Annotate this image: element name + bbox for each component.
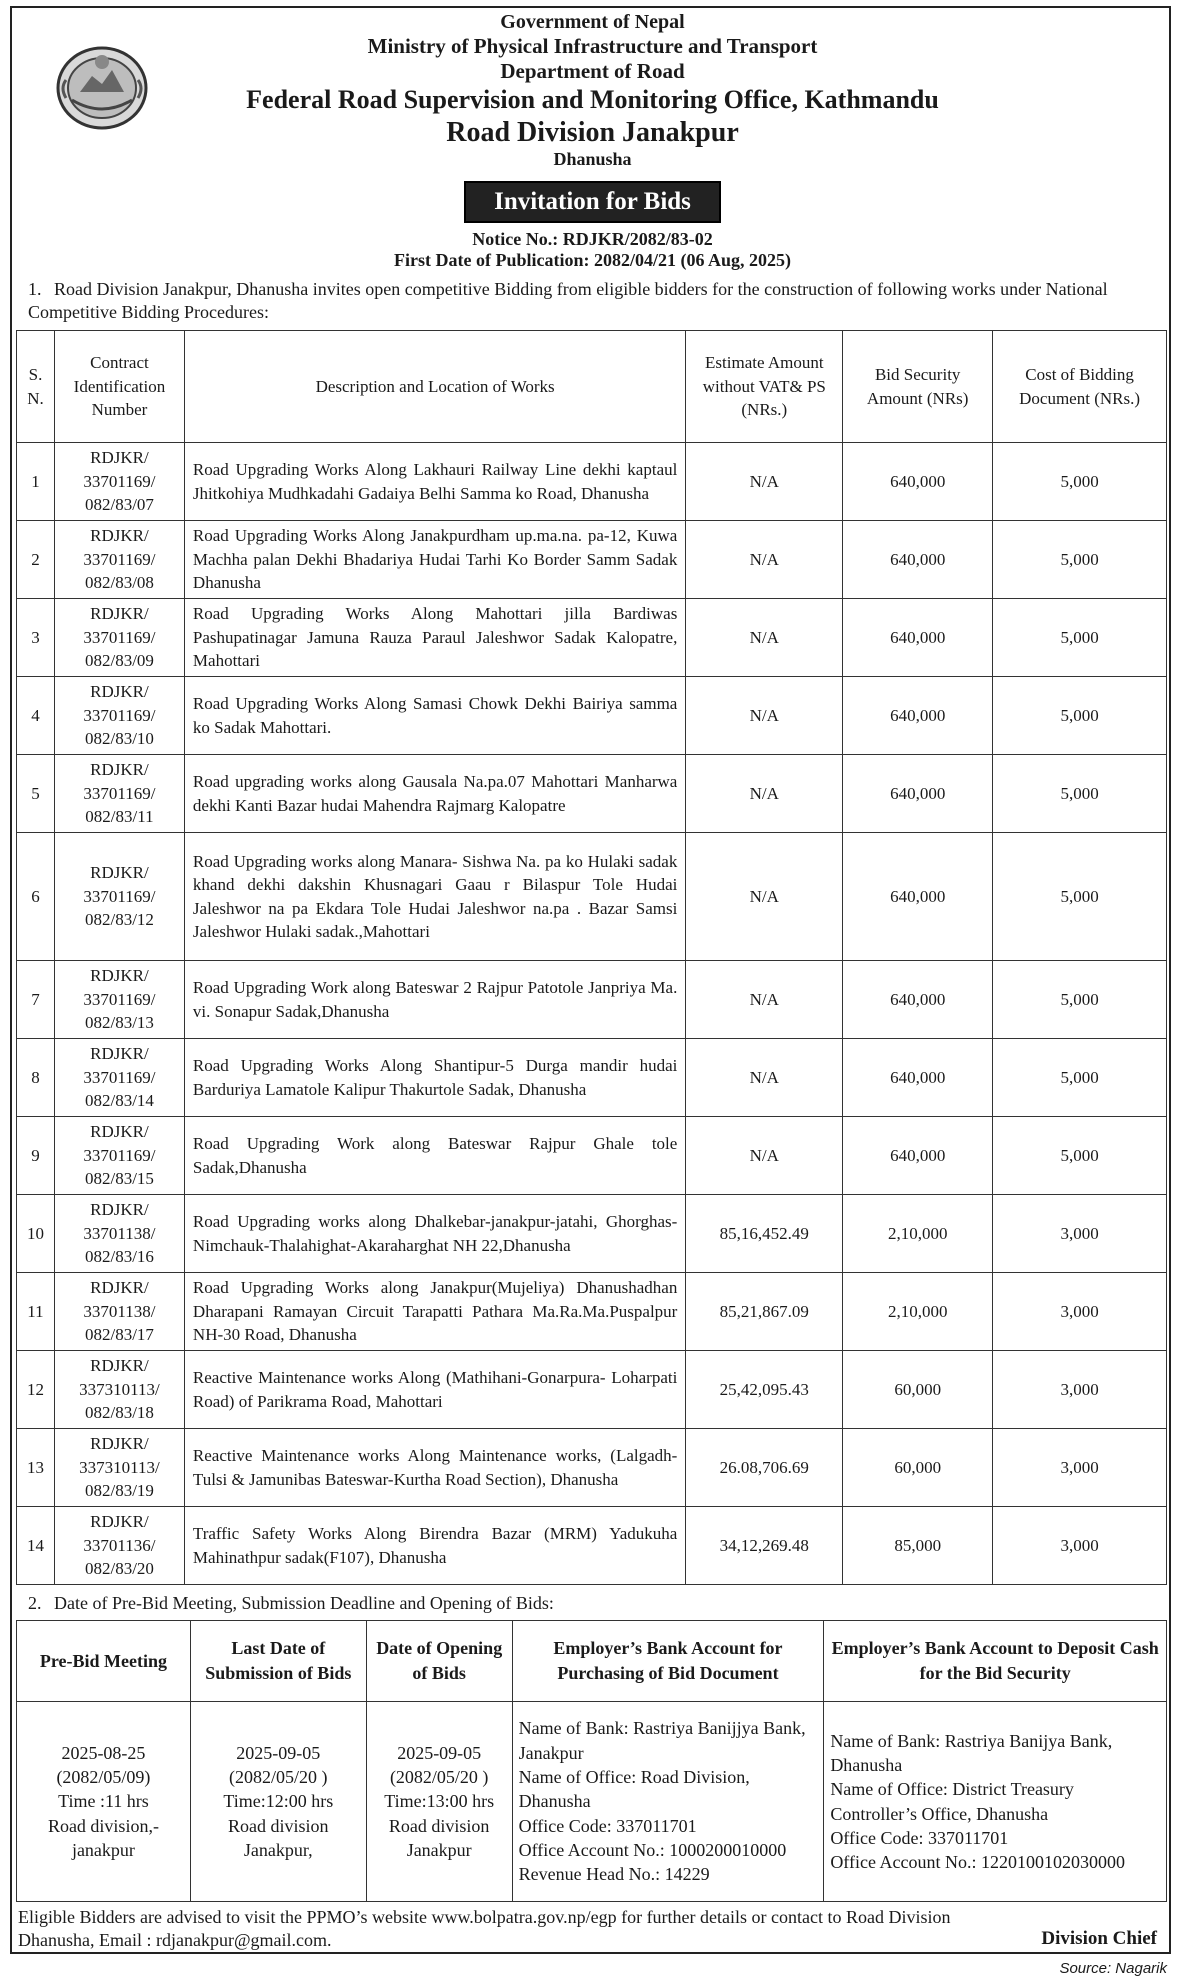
cell-sn: 4: [17, 677, 55, 755]
intro-text: Road Division Janakpur, Dhanusha invites open competitive Bidding from eligible bidders for the construction of following works under National Competitive Bidding Procedures:: [28, 279, 1108, 323]
works-table-header-row: [17, 331, 1167, 443]
prebid-line: Time :11 hrs: [58, 1791, 149, 1812]
cell-cost: 5,000: [993, 677, 1167, 755]
cell-cost: 5,000: [993, 599, 1167, 677]
table-row: [17, 1117, 1167, 1195]
cell-description: Road Upgrading Work along Bateswar 2 Rajpur Patotole Janpriya Ma. vi. Sonapur Sadak,Dhanusha: [184, 961, 685, 1039]
header-contract-id: Contract Identification Number: [54, 331, 184, 443]
cell-cost: 5,000: [993, 961, 1167, 1039]
cell-bid-security: 640,000: [843, 599, 993, 677]
table-row: [17, 1273, 1167, 1351]
section2-number: 2.: [28, 1593, 42, 1613]
table-row: [17, 677, 1167, 755]
table-row: [17, 1195, 1167, 1273]
cell-sn: 13: [17, 1429, 55, 1507]
submission-line: 2025-09-05: [236, 1742, 321, 1763]
header-department: Department of Road: [500, 59, 685, 84]
section2-heading: [28, 1593, 554, 1614]
cell-contract-id: RDJKR/ 337310113/ 082/83/18: [54, 1351, 184, 1429]
header-cost: Cost of Bidding Document (NRs.): [993, 331, 1167, 443]
table-row: [17, 1039, 1167, 1117]
cell-estimate: N/A: [686, 443, 843, 521]
cell-estimate: N/A: [686, 599, 843, 677]
opening-line: Janakpur: [406, 1839, 472, 1860]
header-prebid: Pre-Bid Meeting: [17, 1621, 191, 1702]
cell-description: Road Upgrading Works Along Samasi Chowk Dekhi Bairiya samma ko Sadak Mahottari.: [184, 677, 685, 755]
bids-table-row: [17, 1702, 1167, 1902]
header-security-account: Employer’s Bank Account to Deposit Cash for the Bid Security: [824, 1621, 1167, 1702]
security-account-cell: [824, 1702, 1167, 1902]
cell-cost: 3,000: [993, 1429, 1167, 1507]
table-row: [17, 961, 1167, 1039]
cell-sn: 3: [17, 599, 55, 677]
cell-estimate: 85,21,867.09: [686, 1273, 843, 1351]
cell-bid-security: 2,10,000: [843, 1273, 993, 1351]
purchase-account-line: Name of Office: Road Division, Dhanusha: [518, 1767, 750, 1812]
purchase-account-cell: [512, 1702, 824, 1902]
notice-page: [10, 6, 1171, 1954]
table-row: [17, 443, 1167, 521]
security-account-line: Name of Office: District Treasury Controller’s Office, Dhanusha: [830, 1779, 1074, 1824]
section2-text: Date of Pre-Bid Meeting, Submission Deadline and Opening of Bids:: [54, 1593, 554, 1613]
header-opening: Date of Opening of Bids: [366, 1621, 512, 1702]
cell-bid-security: 640,000: [843, 755, 993, 833]
cell-sn: 14: [17, 1507, 55, 1585]
header-purchase-account: Employer’s Bank Account for Purchasing of Bid Document: [512, 1621, 824, 1702]
cell-contract-id: RDJKR/ 33701169/ 082/83/11: [54, 755, 184, 833]
cell-contract-id: RDJKR/ 33701169/ 082/83/08: [54, 521, 184, 599]
cell-description: Road upgrading works along Gausala Na.pa.07 Mahottari Manharwa dekhi Kanti Bazar hudai Mahendra Rajmarg Kalopatre: [184, 755, 685, 833]
cell-cost: 3,000: [993, 1273, 1167, 1351]
cell-description: Road Upgrading Works along Janakpur(Mujeliya) Dhanushadhan Dharapani Ramayan Circuit Tarapatti Pathara Ma.Ra.Ma.Puspalpur NH-30 Road, Dhanusha: [184, 1273, 685, 1351]
cell-bid-security: 640,000: [843, 677, 993, 755]
security-account-line: Office Account No.: 1220100102030000: [830, 1852, 1125, 1873]
cell-contract-id: RDJKR/ 33701136/ 082/83/20: [54, 1507, 184, 1585]
cell-cost: 5,000: [993, 755, 1167, 833]
cell-contract-id: RDJKR/ 33701169/ 082/83/07: [54, 443, 184, 521]
cell-bid-security: 640,000: [843, 1117, 993, 1195]
opening-cell: [366, 1702, 512, 1902]
cell-sn: 10: [17, 1195, 55, 1273]
signature-title: Division Chief: [1041, 1928, 1157, 1949]
header-sn: S. N.: [17, 331, 55, 443]
bids-table-header-row: [17, 1621, 1167, 1702]
table-row: [17, 1351, 1167, 1429]
opening-line: 2025-09-05: [397, 1742, 482, 1763]
cell-estimate: N/A: [686, 1039, 843, 1117]
cell-estimate: N/A: [686, 677, 843, 755]
prebid-line: 2025-08-25: [61, 1742, 146, 1763]
cell-estimate: N/A: [686, 755, 843, 833]
page-title: Invitation for Bids: [464, 181, 721, 223]
cell-cost: 5,000: [993, 1117, 1167, 1195]
cell-description: Road Upgrading works along Dhalkebar-janakpur-jatahi, Ghorghas-Nimchauk-Thalahighat-Akaraharghat NH 22,Dhanusha: [184, 1195, 685, 1273]
cell-description: Road Upgrading Works Along Lakhauri Railway Line dekhi kaptaul Jhitkohiya Mudhkadahi Gadaiya Belhi Samma ko Road, Dhanusha: [184, 443, 685, 521]
cell-bid-security: 640,000: [843, 443, 993, 521]
cell-cost: 5,000: [993, 833, 1167, 961]
cell-bid-security: 60,000: [843, 1351, 993, 1429]
cell-estimate: N/A: [686, 833, 843, 961]
source-credit: Source: Nagarik: [1059, 1960, 1167, 1977]
cell-bid-security: 60,000: [843, 1429, 993, 1507]
cell-sn: 8: [17, 1039, 55, 1117]
cell-cost: 5,000: [993, 443, 1167, 521]
cell-sn: 5: [17, 755, 55, 833]
prebid-line: (2082/05/09): [56, 1767, 151, 1788]
header-submission: Last Date of Submission of Bids: [190, 1621, 366, 1702]
opening-line: Road division: [388, 1815, 490, 1836]
purchase-account-line: Name of Bank: Rastriya Banijjya Bank, Janakpur: [518, 1718, 806, 1763]
table-row: [17, 833, 1167, 961]
cell-cost: 5,000: [993, 1039, 1167, 1117]
cell-contract-id: RDJKR/ 33701169/ 082/83/13: [54, 961, 184, 1039]
cell-estimate: N/A: [686, 1117, 843, 1195]
table-row: [17, 599, 1167, 677]
prebid-cell: [17, 1702, 191, 1902]
submission-line: Road division: [228, 1815, 329, 1836]
purchase-account-line: Office Code: 337011701: [518, 1815, 697, 1836]
prebid-line: janakpur: [71, 1839, 135, 1860]
cell-contract-id: RDJKR/ 33701138/ 082/83/17: [54, 1273, 184, 1351]
intro-paragraph: [28, 278, 1163, 325]
opening-line: Time:13:00 hrs: [384, 1791, 495, 1812]
cell-bid-security: 85,000: [843, 1507, 993, 1585]
bids-schedule-table: [16, 1620, 1167, 1902]
header-bid-security: Bid Security Amount (NRs): [843, 331, 993, 443]
purchase-account-line: Revenue Head No.: 14229: [518, 1864, 710, 1885]
table-row: [17, 1507, 1167, 1585]
cell-sn: 1: [17, 443, 55, 521]
cell-cost: 3,000: [993, 1507, 1167, 1585]
cell-contract-id: RDJKR/ 33701169/ 082/83/14: [54, 1039, 184, 1117]
submission-line: (2082/05/20 ): [229, 1767, 328, 1788]
cell-description: Road Upgrading Works Along Mahottari jilla Bardiwas Pashupatinagar Jamuna Rauza Paraul Jaleshwor Sadak Kalopatre, Mahottari: [184, 599, 685, 677]
cell-description: Road Upgrading Works Along Janakpurdham up.ma.na. pa-12, Kuwa Machha palan Dekhi Bhadariya Hudai Tarhi Ko Border Samm Sadak Dhanusha: [184, 521, 685, 599]
cell-estimate: 26.08,706.69: [686, 1429, 843, 1507]
header-description: Description and Location of Works: [184, 331, 685, 443]
cell-sn: 11: [17, 1273, 55, 1351]
opening-line: (2082/05/20 ): [389, 1767, 489, 1788]
table-row: [17, 521, 1167, 599]
footer-note: Eligible Bidders are advised to visit the PPMO’s website www.bolpatra.gov.np/egp for further details or contact to Road Division Dhanusha, Email : rdjanakpur@gmail.com.: [18, 1907, 951, 1951]
works-table-body: [17, 443, 1167, 1585]
header-government: Government of Nepal: [500, 11, 685, 33]
table-row: [17, 1429, 1167, 1507]
cell-description: Road Upgrading Work along Bateswar Rajpur Ghale tole Sadak,Dhanusha: [184, 1117, 685, 1195]
cell-cost: 3,000: [993, 1351, 1167, 1429]
notice-header: [12, 8, 1173, 272]
cell-description: Road Upgrading Works Along Shantipur-5 Durga mandir hudai Barduriya Lamatole Kalipur Thakurtole Sadak, Dhanusha: [184, 1039, 685, 1117]
intro-number: 1.: [28, 279, 42, 299]
works-table: [16, 330, 1167, 1585]
submission-line: Time:12:00 hrs: [223, 1791, 334, 1812]
cell-sn: 9: [17, 1117, 55, 1195]
cell-description: Traffic Safety Works Along Birendra Bazar (MRM) Yadukuha Mahinathpur sadak(F107), Dhanusha: [184, 1507, 685, 1585]
cell-estimate: N/A: [686, 521, 843, 599]
cell-cost: 5,000: [993, 521, 1167, 599]
submission-cell: [190, 1702, 366, 1902]
cell-sn: 2: [17, 521, 55, 599]
submission-line: Janakpur,: [243, 1839, 313, 1860]
cell-sn: 12: [17, 1351, 55, 1429]
publication-date: First Date of Publication: 2082/04/21 (06 Aug, 2025): [394, 250, 791, 271]
table-row: [17, 755, 1167, 833]
cell-estimate: 85,16,452.49: [686, 1195, 843, 1273]
purchase-account-line: Office Account No.: 1000200010000: [518, 1839, 787, 1860]
cell-bid-security: 640,000: [843, 833, 993, 961]
cell-contract-id: RDJKR/ 33701169/ 082/83/12: [54, 833, 184, 961]
cell-description: Reactive Maintenance works Along Maintenance works, (Lalgadh-Tulsi & Jamunibas Bateswar-Kurtha Road Section), Dhanusha: [184, 1429, 685, 1507]
header-road-division: Road Division Janakpur: [446, 116, 739, 148]
cell-contract-id: RDJKR/ 337310113/ 082/83/19: [54, 1429, 184, 1507]
security-account-line: Office Code: 337011701: [830, 1827, 1009, 1848]
cell-bid-security: 640,000: [843, 961, 993, 1039]
security-account-line: Name of Bank: Rastriya Banijya Bank, Dhanusha: [830, 1730, 1113, 1775]
cell-contract-id: RDJKR/ 33701169/ 082/83/09: [54, 599, 184, 677]
cell-description: Road Upgrading works along Manara- Sishwa Na. pa ko Hulaki sadak khand dekhi dakshin Khusnagari Gaau r Bilaspur Tole Hudai Jaleshwor na pa Ekdara Tole Hudai Jaleshwor na.pa . Bazar Samsi Jaleshwor Hulaki sadak.,Mahottari: [184, 833, 685, 961]
prebid-line: Road division,-: [47, 1815, 159, 1836]
cell-description: Reactive Maintenance works Along (Mathihani-Gonarpura- Loharpati Road) of Parikrama Road, Mahottari: [184, 1351, 685, 1429]
cell-contract-id: RDJKR/ 33701169/ 082/83/15: [54, 1117, 184, 1195]
cell-sn: 7: [17, 961, 55, 1039]
cell-estimate: N/A: [686, 961, 843, 1039]
header-federal-office: Federal Road Supervision and Monitoring Office, Kathmandu: [246, 85, 939, 115]
cell-cost: 3,000: [993, 1195, 1167, 1273]
cell-bid-security: 2,10,000: [843, 1195, 993, 1273]
cell-estimate: 34,12,269.48: [686, 1507, 843, 1585]
cell-bid-security: 640,000: [843, 1039, 993, 1117]
header-district: Dhanusha: [553, 149, 632, 170]
cell-bid-security: 640,000: [843, 521, 993, 599]
cell-estimate: 25,42,095.43: [686, 1351, 843, 1429]
header-estimate: Estimate Amount without VAT& PS (NRs.): [686, 331, 843, 443]
cell-contract-id: RDJKR/ 33701169/ 082/83/10: [54, 677, 184, 755]
header-ministry: Ministry of Physical Infrastructure and Transport: [367, 34, 818, 58]
cell-sn: 6: [17, 833, 55, 961]
cell-contract-id: RDJKR/ 33701138/ 082/83/16: [54, 1195, 184, 1273]
notice-number: Notice No.: RDJKR/2082/83-02: [472, 228, 713, 249]
